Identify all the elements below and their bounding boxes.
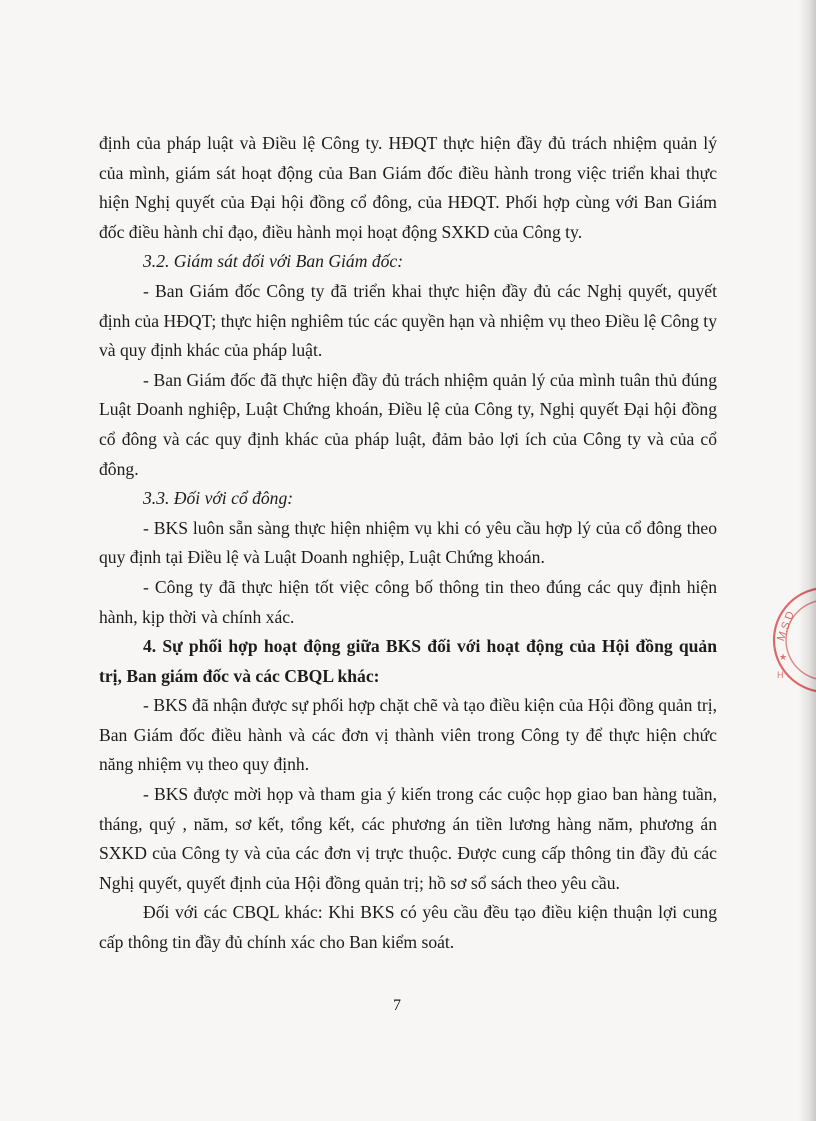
paragraph-bks-shareholders: - BKS luôn sẵn sàng thực hiện nhiệm vụ khi có yêu cầu hợp lý của cổ đông theo quy định tại Điều lệ và Luật Doanh nghiệp, Luật Chứng khoán. bbox=[99, 517, 717, 568]
paragraph-ban-giam-doc-compliance: - Ban Giám đốc đã thực hiện đầy đủ trách nhiệm quản lý của mình tuân thủ đúng Luật Doanh nghiệp, Luật Chứng khoán, Điều lệ của Công ty, Nghị quyết Đại hội đồng cổ đông và các quy định khác của pháp luật, đảm bảo lợi ích của Công ty và của cổ đông. bbox=[99, 369, 717, 479]
heading-3-3: 3.3. Đối với cổ đông: bbox=[143, 488, 294, 509]
paragraph-hdqt-responsibility: định của pháp luật và Điều lệ Công ty. HĐQT thực hiện đầy đủ trách nhiệm quản lý của mình, giám sát hoạt động của Ban Giám đốc điều hành trong việc triển khai thực hiện Nghị quyết của Đại hội đồng cổ đông, của HĐQT. Phối hợp cùng với Ban Giám đốc điều hành chỉ đạo, điều hành mọi hoạt động SXKD của Công ty. bbox=[99, 133, 717, 242]
paragraph-bks-meetings: - BKS được mời họp và tham gia ý kiến trong các cuộc họp giao ban hàng tuần, tháng, quý , năm, sơ kết, tổng kết, các phương án tiền lương hàng năm, phương án SXKD của Công ty và của các đơn vị trực thuộc. Được cung cấp thông tin đầy đủ các Nghị quyết, quyết định của Hội đồng quản trị; hồ sơ sổ sách theo yêu cầu. bbox=[99, 784, 717, 893]
paragraph-information-disclosure: - Công ty đã thực hiện tốt việc công bố thông tin theo đúng các quy định hiện hành, kịp thời và chính xác. bbox=[99, 576, 717, 627]
svg-text:M.S.D: M.S.D bbox=[775, 609, 797, 643]
heading-section-4: 4. Sự phối hợp hoạt động giữa BKS đối với hoạt động của Hội đồng quản trị, Ban giám đốc và các CBQL khác: bbox=[99, 636, 717, 686]
heading-3-2: 3.2. Giám sát đối với Ban Giám đốc: bbox=[143, 251, 404, 272]
svg-text:H: H bbox=[777, 670, 784, 680]
svg-text:★: ★ bbox=[779, 652, 788, 662]
page-number: 7 bbox=[393, 997, 401, 1014]
body-text bbox=[99, 129, 717, 958]
paragraph-ban-giam-doc-implementation: - Ban Giám đốc Công ty đã triển khai thực hiện đầy đủ các Nghị quyết, quyết định của HĐQT; thực hiện nghiêm túc các quyền hạn và nhiệm vụ theo Điều lệ Công ty và quy định khác của pháp luật. bbox=[99, 280, 717, 361]
paragraph-cbql-other: Đối với các CBQL khác: Khi BKS có yêu cầu đều tạo điều kiện thuận lợi cung cấp thông tin đầy đủ chính xác cho Ban kiểm soát. bbox=[99, 902, 717, 953]
page-edge-shadow bbox=[798, 0, 816, 1121]
paragraph-bks-cooperation: - BKS đã nhận được sự phối hợp chặt chẽ và tạo điều kiện của Hội đồng quản trị, Ban Giám đốc điều hành và các đơn vị thành viên trong Công ty để thực hiện chức năng nhiệm vụ theo quy định. bbox=[99, 695, 717, 775]
